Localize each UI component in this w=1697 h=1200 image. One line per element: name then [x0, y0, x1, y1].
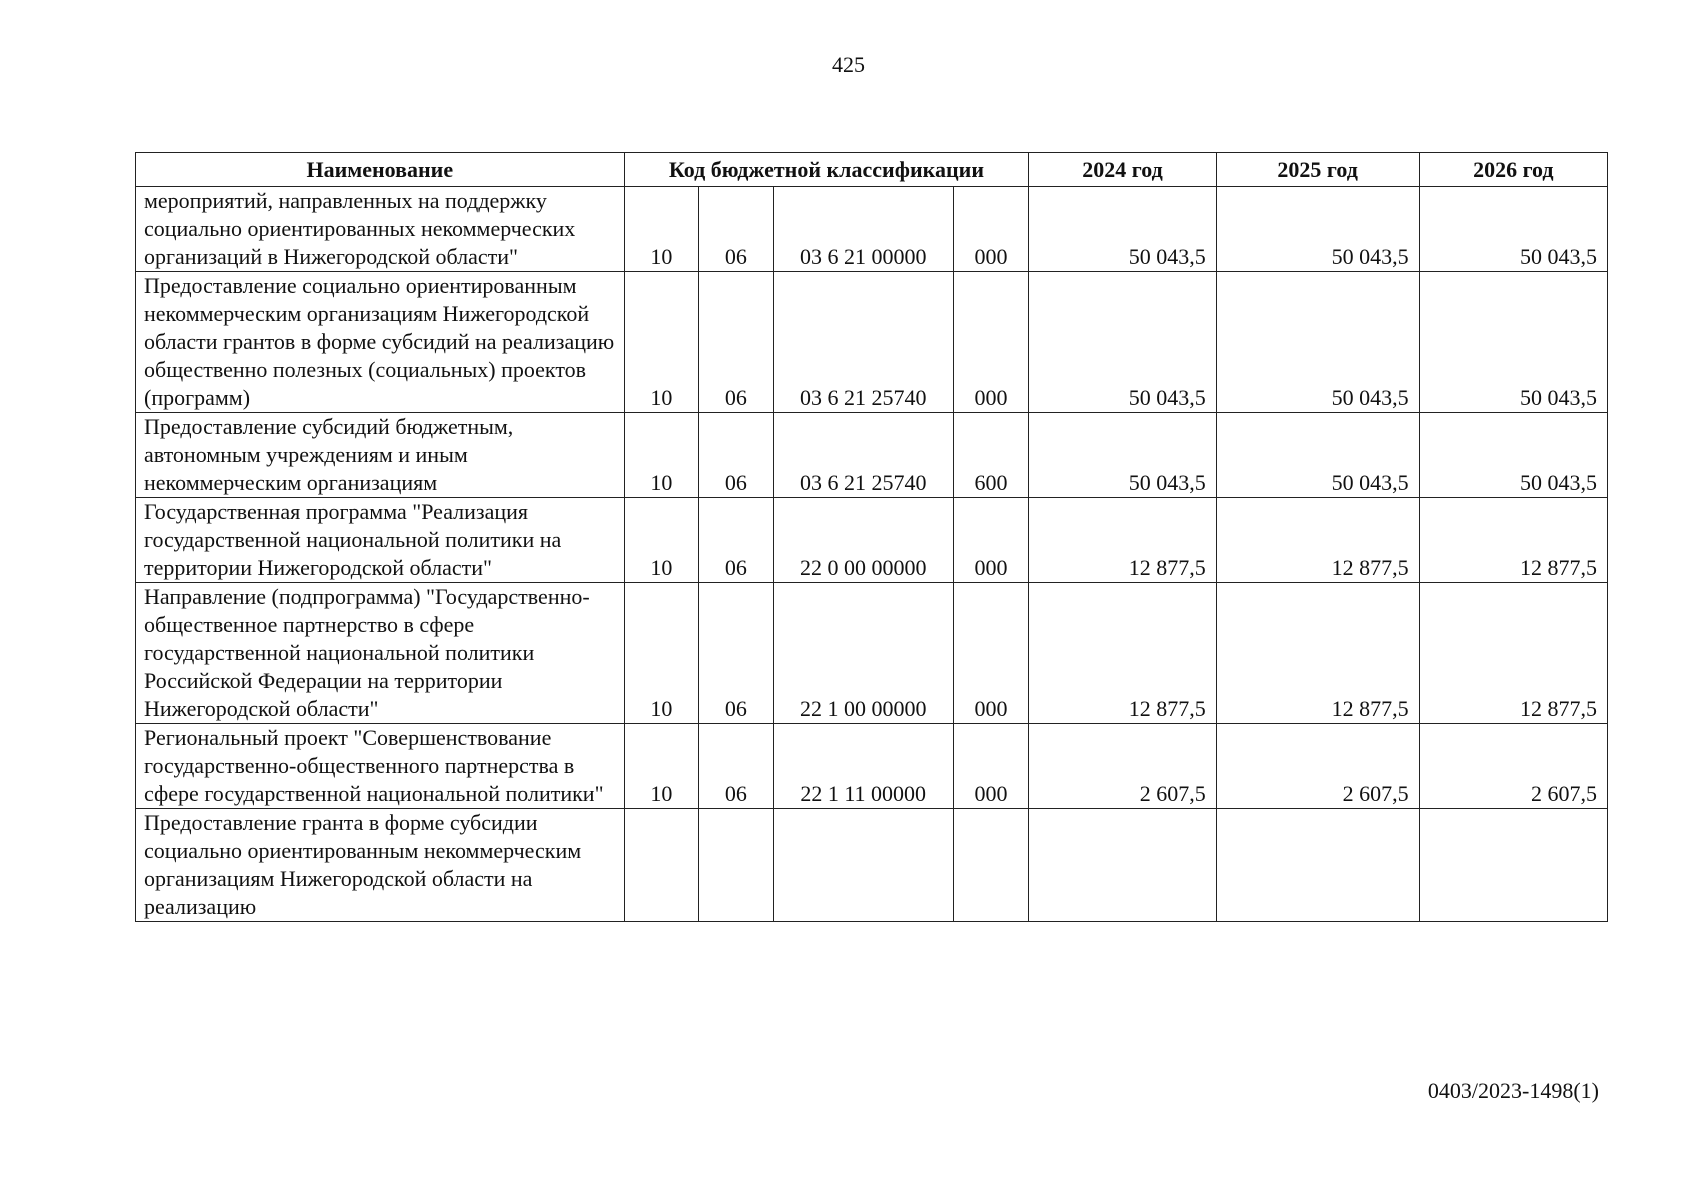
row-target-code: 03 6 21 25740: [773, 413, 953, 498]
row-section-code: 10: [624, 724, 699, 809]
row-target-code: 22 1 00 00000: [773, 583, 953, 724]
row-value-2025: 50 043,5: [1216, 272, 1419, 413]
row-value-2025: 12 877,5: [1216, 498, 1419, 583]
row-section-code: 10: [624, 583, 699, 724]
row-expense-type-code: 000: [953, 498, 1029, 583]
row-subsection-code: 06: [699, 272, 774, 413]
row-value-2024: 50 043,5: [1029, 187, 1216, 272]
row-value-2026: 50 043,5: [1419, 272, 1607, 413]
row-name: Предоставление социально ориентированным некоммерческим организациям Нижегородской области грантов в форме субсидий на реализацию общественно полезных (социальных) проектов (программ): [136, 272, 625, 413]
row-name: Региональный проект "Совершенствование государственно-общественного партнерства в сфере государственной национальной политики": [136, 724, 625, 809]
header-name: Наименование: [136, 153, 625, 187]
row-section-code: 10: [624, 187, 699, 272]
row-target-code: [773, 809, 953, 922]
row-expense-type-code: 000: [953, 272, 1029, 413]
row-value-2025: [1216, 809, 1419, 922]
row-value-2026: 12 877,5: [1419, 498, 1607, 583]
row-value-2024: 12 877,5: [1029, 498, 1216, 583]
row-value-2024: 12 877,5: [1029, 583, 1216, 724]
table-row: [136, 413, 1608, 498]
row-section-code: [624, 809, 699, 922]
row-expense-type-code: [953, 809, 1029, 922]
row-value-2025: 12 877,5: [1216, 583, 1419, 724]
row-value-2026: 12 877,5: [1419, 583, 1607, 724]
row-target-code: 03 6 21 25740: [773, 272, 953, 413]
row-name: Предоставление субсидий бюджетным, автономным учреждениям и иным некоммерческим организациям: [136, 413, 625, 498]
header-2026: 2026 год: [1419, 153, 1607, 187]
header-2025: 2025 год: [1216, 153, 1419, 187]
row-value-2025: 50 043,5: [1216, 413, 1419, 498]
row-value-2026: 50 043,5: [1419, 413, 1607, 498]
row-name: Предоставление гранта в форме субсидии социально ориентированным некоммерческим организациям Нижегородской области на реализацию: [136, 809, 625, 922]
row-subsection-code: 06: [699, 187, 774, 272]
row-name: мероприятий, направленных на поддержку социально ориентированных некоммерческих организаций в Нижегородской области": [136, 187, 625, 272]
row-target-code: 03 6 21 00000: [773, 187, 953, 272]
table-header-row: [136, 153, 1608, 187]
row-value-2026: [1419, 809, 1607, 922]
row-target-code: 22 0 00 00000: [773, 498, 953, 583]
table-row: [136, 187, 1608, 272]
row-expense-type-code: 000: [953, 187, 1029, 272]
row-expense-type-code: 000: [953, 724, 1029, 809]
row-subsection-code: 06: [699, 413, 774, 498]
row-value-2024: 50 043,5: [1029, 413, 1216, 498]
table-row: [136, 583, 1608, 724]
row-value-2024: 50 043,5: [1029, 272, 1216, 413]
row-target-code: 22 1 11 00000: [773, 724, 953, 809]
table-row: [136, 809, 1608, 922]
row-value-2026: 50 043,5: [1419, 187, 1607, 272]
row-subsection-code: 06: [699, 583, 774, 724]
row-value-2024: 2 607,5: [1029, 724, 1216, 809]
row-subsection-code: 06: [699, 724, 774, 809]
table-row: [136, 272, 1608, 413]
row-expense-type-code: 000: [953, 583, 1029, 724]
row-section-code: 10: [624, 498, 699, 583]
table-row: [136, 498, 1608, 583]
row-section-code: 10: [624, 413, 699, 498]
budget-table: [135, 152, 1608, 922]
row-section-code: 10: [624, 272, 699, 413]
header-code: Код бюджетной классификации: [624, 153, 1029, 187]
header-2024: 2024 год: [1029, 153, 1216, 187]
row-expense-type-code: 600: [953, 413, 1029, 498]
row-subsection-code: [699, 809, 774, 922]
row-value-2024: [1029, 809, 1216, 922]
row-value-2026: 2 607,5: [1419, 724, 1607, 809]
table-row: [136, 724, 1608, 809]
row-subsection-code: 06: [699, 498, 774, 583]
row-value-2025: 50 043,5: [1216, 187, 1419, 272]
row-value-2025: 2 607,5: [1216, 724, 1419, 809]
row-name: Государственная программа "Реализация государственной национальной политики на территории Нижегородской области": [136, 498, 625, 583]
document-registration-code: 0403/2023-1498(1): [1427, 1078, 1599, 1103]
row-name: Направление (подпрограмма) "Государственно-общественное партнерство в сфере государственной национальной политики Российской Федерации на территории Нижегородской области": [136, 583, 625, 724]
page-number: 425: [832, 52, 865, 77]
